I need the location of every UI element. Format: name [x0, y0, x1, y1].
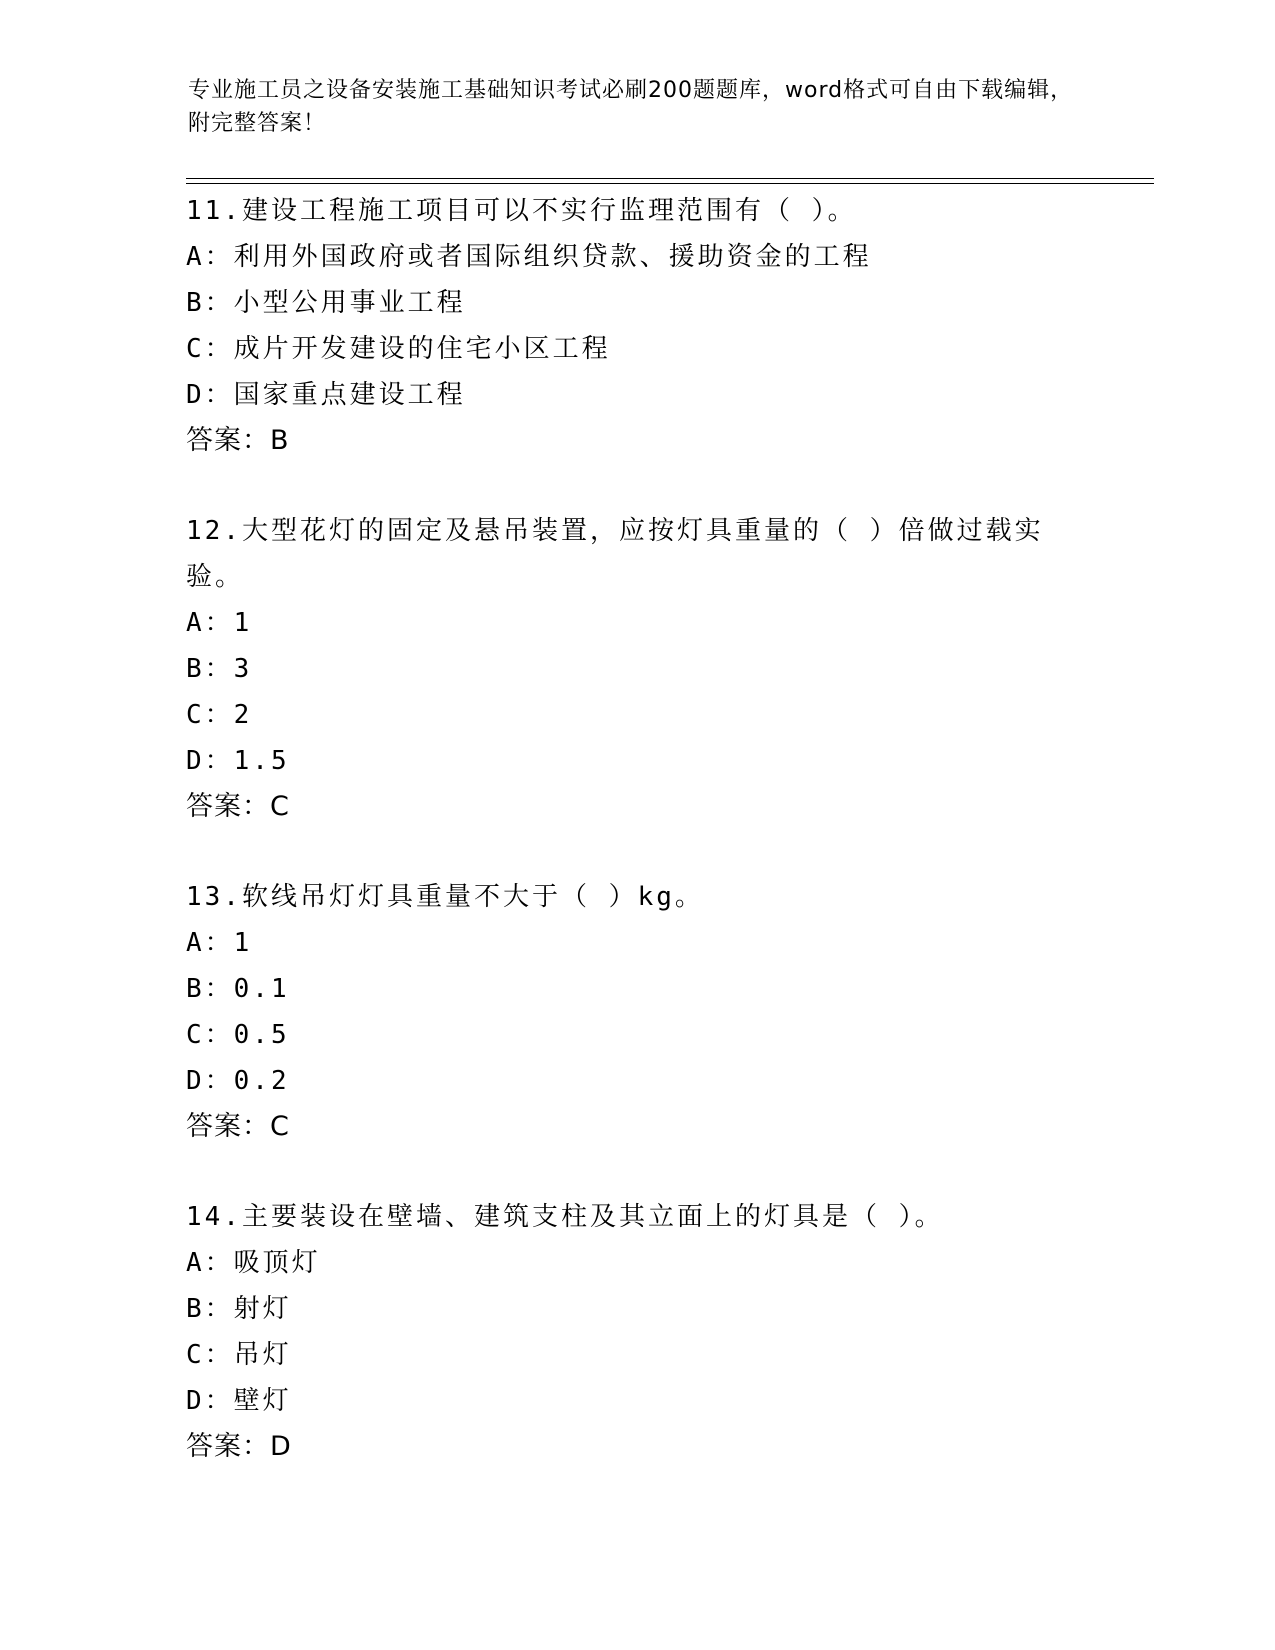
option-c: C：0.5 — [186, 1020, 290, 1050]
question-13 — [186, 874, 1136, 1150]
question-stem: 11.建设工程施工项目可以不实行监理范围有（ ）。 — [186, 196, 857, 226]
option-b: B：0.1 — [186, 974, 290, 1004]
question-stem: 12.大型花灯的固定及悬吊装置，应按灯具重量的（ ）倍做过载实验。 — [186, 516, 1044, 592]
answer-label: 答案：C — [186, 791, 290, 822]
option-a: A：1 — [186, 608, 253, 638]
option-b: B：射灯 — [186, 1294, 292, 1324]
question-list — [186, 188, 1136, 1514]
option-c: C：吊灯 — [186, 1340, 292, 1370]
option-d: D：1.5 — [186, 746, 290, 776]
option-a: A：吸顶灯 — [186, 1248, 321, 1278]
header-divider-bottom — [186, 183, 1154, 184]
question-stem: 14.主要装设在壁墙、建筑支柱及其立面上的灯具是（ ）。 — [186, 1202, 944, 1232]
option-c: C：2 — [186, 700, 253, 730]
option-d: D：壁灯 — [186, 1386, 292, 1416]
question-12 — [186, 508, 1136, 830]
option-d: D：0.2 — [186, 1066, 290, 1096]
option-a: A：利用外国政府或者国际组织贷款、援助资金的工程 — [186, 242, 872, 272]
header-divider-top — [186, 178, 1154, 179]
answer-label: 答案：C — [186, 1111, 290, 1142]
question-14 — [186, 1194, 1136, 1470]
option-b: B：小型公用事业工程 — [186, 288, 466, 318]
option-a: A：1 — [186, 928, 253, 958]
option-b: B：3 — [186, 654, 253, 684]
question-11 — [186, 188, 1136, 464]
document-header: 专业施工员之设备安装施工基础知识考试必刷200题题库，word格式可自由下载编辑，附完整答案！ — [188, 78, 1074, 136]
option-d: D：国家重点建设工程 — [186, 380, 466, 410]
option-c: C：成片开发建设的住宅小区工程 — [186, 334, 611, 364]
answer-label: 答案：B — [186, 425, 290, 456]
answer-label: 答案：D — [186, 1431, 292, 1462]
question-stem: 13.软线吊灯灯具重量不大于（ ）kg。 — [186, 882, 704, 912]
